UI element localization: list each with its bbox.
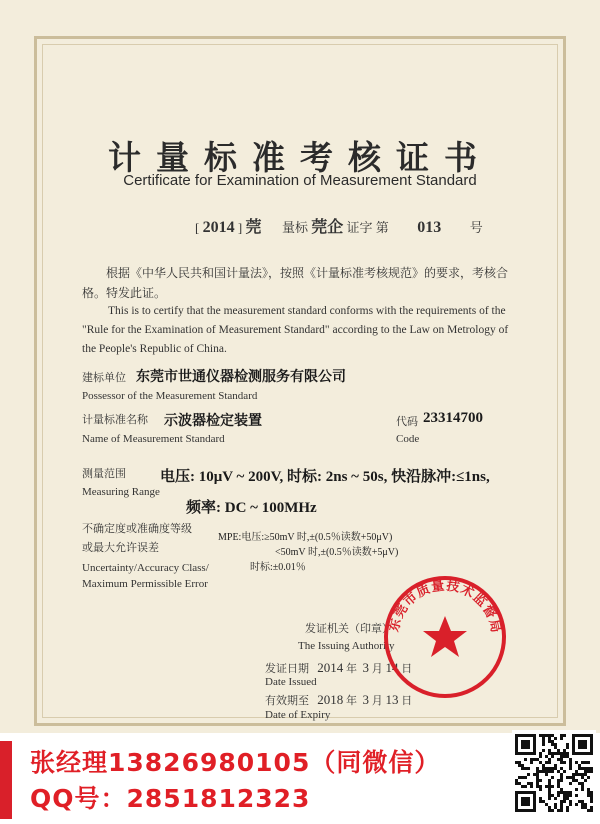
issuing-label-cn: 发证机关（印章） [305, 623, 393, 635]
stamp-star-icon [423, 616, 467, 657]
date-issued-label-cn: 发证日期 [265, 663, 309, 675]
possessor-label-en: Possessor of the Measurement Standard [82, 390, 258, 402]
red-side-bar [0, 741, 12, 819]
uncertainty-label-cn-2: 或最大允许误差 [82, 542, 159, 554]
mpe-line-2: <50mV 时,±(0.5％读数+5μV) [275, 547, 399, 558]
date-issued-yue: 月 [371, 663, 383, 675]
cert-serial: 013 [417, 219, 442, 236]
uncertainty-label-cn-1: 不确定度或准确度等级 [82, 523, 192, 535]
qr-code-icon [512, 730, 596, 818]
date-issued-label-en: Date Issued [265, 676, 317, 688]
code-label-cn: 代码 [396, 416, 418, 428]
possessor-value: 东莞市世通仪器检测服务有限公司 [136, 369, 346, 385]
date-expiry-label-cn: 有效期至 [265, 695, 309, 707]
date-issued-ri: 日 [401, 663, 413, 675]
cert-issuer: 莞企 [311, 219, 344, 236]
cert-region: 莞 [245, 219, 262, 236]
date-expiry-ri: 日 [401, 695, 413, 707]
possessor-label-cn: 建标单位 [82, 372, 126, 384]
range-label-cn: 测量范围 [82, 468, 126, 480]
date-issued-year: 2014 [317, 660, 344, 675]
contact-banner [0, 733, 600, 824]
date-issued-nian: 年 [346, 663, 357, 675]
date-expiry-month: 3 [362, 692, 369, 707]
cert-label-cert: 证字 [346, 220, 373, 235]
bracket-open: [ [195, 220, 200, 235]
date-expiry-label-en: Date of Expiry [265, 709, 331, 721]
date-expiry-year: 2018 [317, 692, 344, 707]
cert-year: 2014 [202, 219, 235, 236]
contact-qq: QQ号：2851812323 [30, 784, 311, 813]
title-english: Certificate for Examination of Measurement Standard [123, 172, 477, 189]
mpe-line-3: 时标:±0.01％ [250, 562, 306, 573]
standard-name-label-en: Name of Measurement Standard [82, 433, 225, 445]
range-line-1: 电压: 10μV ~ 200V, 时标: 2ns ~ 50s, 快沿脉冲:≤1ns, [160, 469, 490, 485]
certificate-number [195, 214, 483, 237]
certification-text-chinese: 根据《中华人民共和国计量法》，按照《计量标准考核规范》的要求，考核合格。特发此证。 [82, 266, 509, 300]
issuing-label-en: The Issuing Authority [298, 640, 395, 652]
standard-name-value: 示波器检定装置 [164, 413, 262, 429]
cert-label-hao: 号 [469, 220, 483, 235]
certification-text-english: This is to certify that the measurement standard conforms with the requirements of the "Rule for the Examination of Measurement Standard" according to the Law on Metrology of the People's Republic of China. [82, 305, 509, 355]
standard-name-label-cn: 计量标准名称 [82, 414, 148, 426]
date-expiry-yue: 月 [371, 695, 383, 707]
uncertainty-label-en-2: Maximum Permissible Error [82, 578, 208, 590]
code-value: 23314700 [423, 410, 483, 426]
range-label-en: Measuring Range [82, 486, 160, 498]
range-line-2: 频率: DC ~ 100MHz [186, 500, 317, 516]
official-stamp [382, 574, 508, 700]
date-issued-day: 14 [385, 660, 399, 675]
title-chinese: 计量标准考核证书 [108, 138, 492, 177]
date-expiry-nian: 年 [346, 695, 357, 707]
cert-label-di: 第 [375, 220, 389, 235]
stamp-text: 东莞市质量技术监督局 [387, 578, 504, 635]
mpe-line-1: MPE:电压:≥50mV 时,±(0.5％读数+50μV) [218, 532, 393, 543]
date-issued-month: 3 [362, 660, 369, 675]
cert-label-standard: 量标 [281, 220, 308, 235]
uncertainty-label-en-1: Uncertainty/Accuracy Class/ [82, 562, 209, 574]
contact-phone: 张经理13826980105（同微信） [30, 748, 441, 777]
bracket-close: ] [237, 220, 243, 235]
code-label-en: Code [396, 433, 420, 445]
date-expiry-day: 13 [385, 692, 399, 707]
